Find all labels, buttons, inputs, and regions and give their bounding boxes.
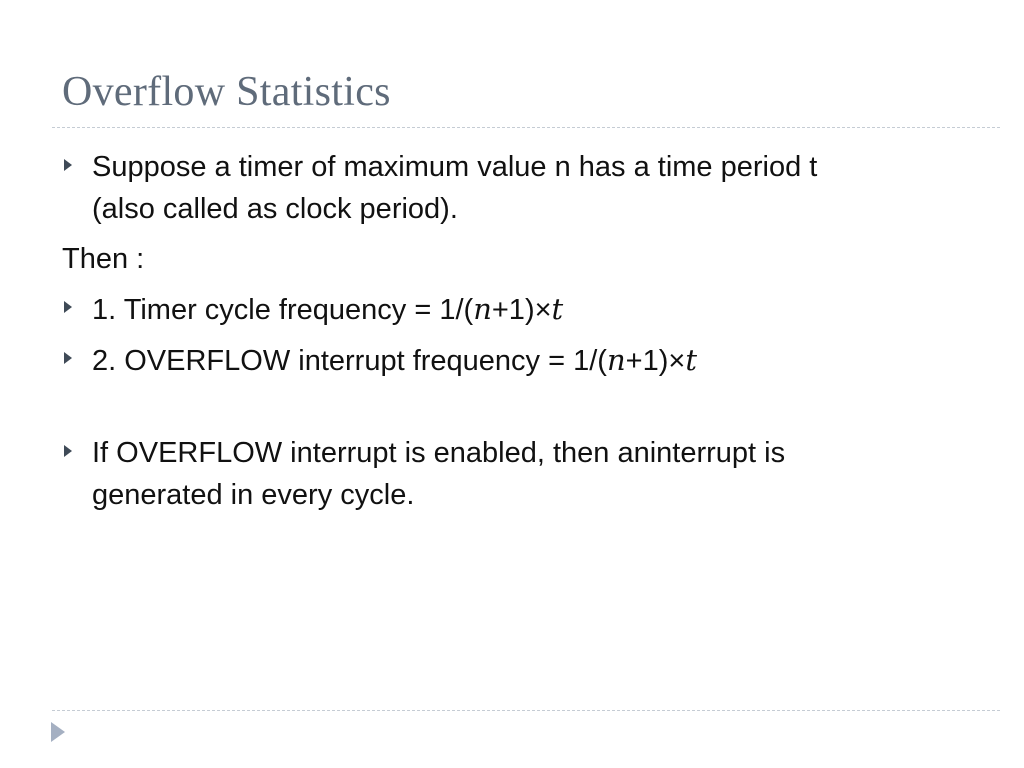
- play-arrow-icon[interactable]: [51, 722, 65, 742]
- bullet-line: generated in every cycle.: [92, 479, 415, 512]
- formula-middle: +1)×: [491, 294, 552, 327]
- bullet-line: If OVERFLOW interrupt is enabled, then aninterrupt is: [92, 437, 786, 470]
- bullet-item-timer-cycle-frequency: [62, 288, 962, 331]
- bullet-line: Suppose a timer of maximum value n has a time period t: [92, 151, 818, 183]
- formula-prefix: 1. Timer cycle frequency = 1/(: [92, 294, 474, 327]
- bullet-item-timer-definition: [62, 146, 962, 230]
- slide-content: [62, 146, 962, 516]
- formula-prefix: 2. OVERFLOW interrupt frequency = 1/(: [92, 345, 607, 378]
- slide-title: Overflow Statistics: [62, 69, 391, 115]
- triangle-right-icon: [64, 352, 72, 364]
- math-variable-t: t: [551, 292, 564, 327]
- bullet-item-overflow-interrupt-frequency: [62, 339, 962, 382]
- bullet-line: (also called as clock period).: [92, 193, 458, 226]
- math-variable-t: t: [685, 343, 697, 378]
- plain-text-then: Then :: [62, 243, 145, 276]
- math-variable-n: n: [473, 292, 492, 327]
- math-variable-n: n: [606, 343, 626, 378]
- title-divider: [52, 127, 1000, 128]
- triangle-right-icon: [64, 301, 72, 313]
- triangle-right-icon: [64, 159, 72, 171]
- bullet-item-overflow-enabled: [62, 432, 962, 516]
- footer-divider: [52, 710, 1000, 711]
- triangle-right-icon: [64, 445, 72, 457]
- formula-middle: +1)×: [625, 345, 686, 378]
